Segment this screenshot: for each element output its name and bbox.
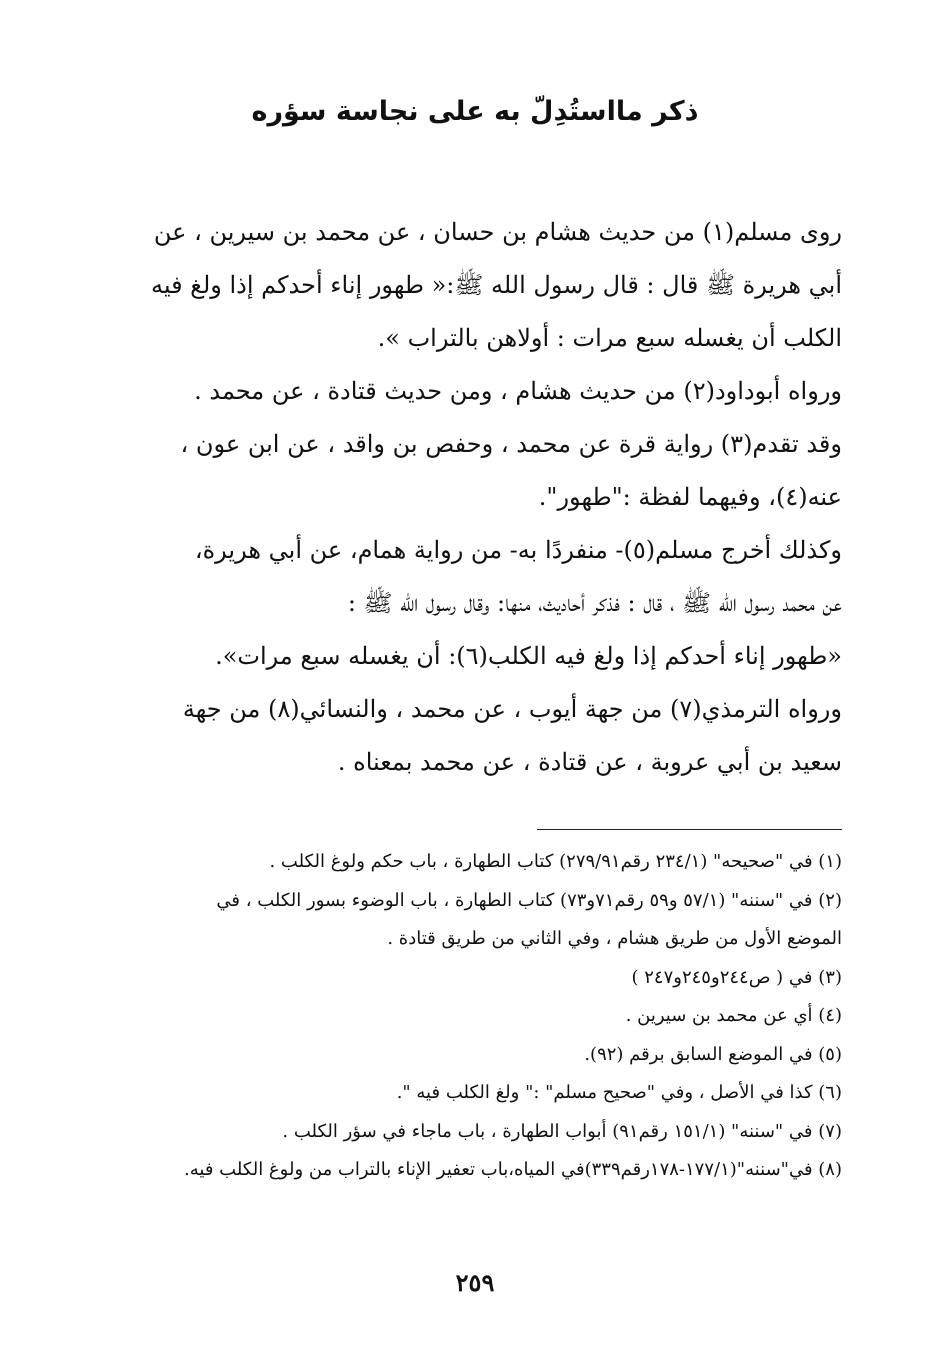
footnote: (٣) في ( ص٢٤٤و٢٤٥و٢٤٧ ) [631, 966, 842, 988]
text-line: ورواه الترمذي(٧) من جهة أيوب ، عن محمد ، والنسائي(٨) من جهة [182, 695, 842, 723]
paragraph-4 [130, 524, 842, 683]
footnote-separator [537, 829, 842, 830]
text-line: عن محمد رسول الله ﷺ ، قال : فذكر أحاديث، منها: وقال رسول الله ﷺ : [347, 589, 842, 617]
section-title: ذكر مااستُدِلّ به على نجاسة سؤره [251, 96, 699, 127]
text-line: أبي هريرة ﷺ قال : قال رسول الله ﷺ:« طهور إناء أحدكم إذا ولغ فيه [150, 271, 842, 299]
text-line: وقد تقدم(٣) رواية قرة عن محمد ، وحفص بن واقد ، عن ابن عون ، [180, 430, 842, 458]
text-line: وكذلك أخرج مسلم(٥)- منفردًا به- من رواية همام، عن أبي هريرة، [194, 536, 842, 564]
footnote: (٢) في "سننه" (٥٧/١ و٥٩ رقم٧١و٧٣) كتاب الطهارة ، باب الوضوء بسور الكلب ، في [216, 889, 842, 911]
footnotes [130, 843, 842, 1190]
footnote-continuation: الموضع الأول من طريق هشام ، وفي الثاني من طريق قتادة . [387, 928, 842, 949]
footnote: (٨) في"سننه"(١٧٧/١-١٧٨رقم٣٣٩)في المياه،باب تعفير الإناء بالتراب من ولوغ الكلب فيه. [184, 1159, 842, 1180]
text-line: «طهور إناء أحدكم إذا ولغ فيه الكلب(٦): أن يغسله سبع مرات». [215, 642, 842, 670]
text-line: روى مسلم(١) من حديث هشام بن حسان ، عن محمد بن سيرين ، عن [153, 218, 842, 246]
paragraph-2 [130, 365, 842, 418]
text-line: الكلب أن يغسله سبع مرات : أولاهن بالتراب ». [377, 324, 842, 352]
footnote: (٧) في "سننه" (١٥١/١ رقم٩١) أبواب الطهارة ، باب ماجاء في سؤر الكلب . [282, 1120, 842, 1142]
footnote: (٤) أي عن محمد بن سيرين . [625, 1005, 842, 1026]
text-line: عنه(٤)، وفيهما لفظة :"طهور". [538, 483, 842, 511]
page-number: ٢٥٩ [455, 1268, 495, 1297]
text-line: ورواه أبوداود(٢) من حديث هشام ، ومن حديث قتادة ، عن محمد . [194, 377, 842, 405]
footnote: (٥) في الموضع السابق برقم (٩٢). [584, 1043, 842, 1065]
paragraph-1 [130, 206, 842, 365]
paragraph-5 [130, 683, 842, 789]
main-text [130, 206, 842, 789]
paragraph-3 [130, 418, 842, 524]
footnote: (٦) كذا في الأصل ، وفي "صحيح مسلم" :" ولغ الكلب فيه ". [396, 1082, 842, 1103]
footnote: (١) في "صحيحه" (٢٣٤/١ رقم٢٧٩/٩١) كتاب الطهارة ، باب حكم ولوغ الكلب . [269, 851, 842, 872]
text-line: سعيد بن أبي عروبة ، عن قتادة ، عن محمد بمعناه . [337, 748, 842, 776]
